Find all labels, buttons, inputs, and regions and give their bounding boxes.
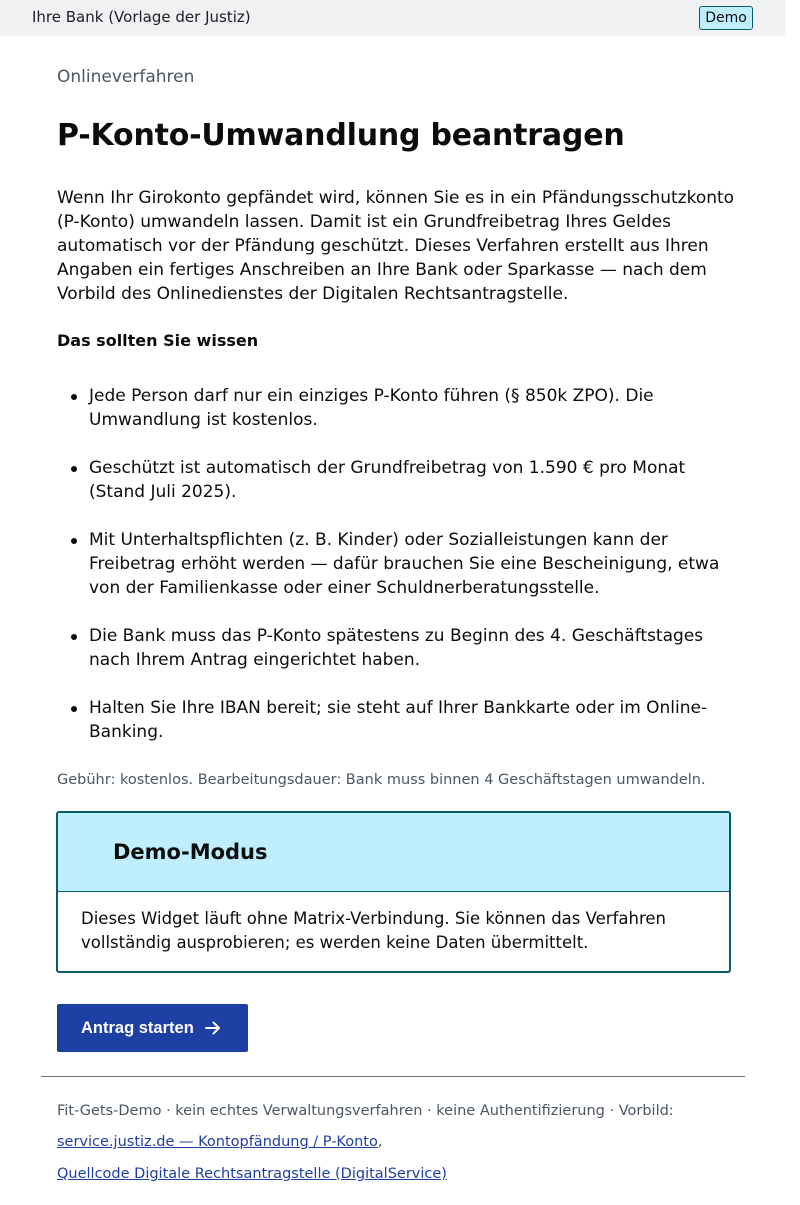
top-bar — [0, 0, 785, 36]
footer-link-source-code[interactable]: Quellcode Digitale Rechtsantragstelle (DigitalService) — [57, 1166, 447, 1182]
list-item: Mit Unterhaltspflichten (z. B. Kinder) oder Sozialleistungen kann der Freibetrag erhöht werden — dafür brauchen Sie eine Bescheinigung, etwa von der Familienkasse oder einer Schuldnerberatungsstelle. — [57, 528, 737, 600]
facts-heading: Das sollten Sie wissen — [57, 331, 259, 350]
demo-mode-callout — [56, 811, 731, 973]
demo-mode-text: Dieses Widget läuft ohne Matrix-Verbindung. Sie können das Verfahren vollständig ausprobieren; es werden keine Daten übermittelt. — [81, 909, 666, 952]
demo-mode-header — [58, 813, 729, 892]
list-item: Halten Sie Ihre IBAN bereit; sie steht auf Ihrer Bankkarte oder im Online-Banking. — [57, 696, 737, 744]
list-item: Die Bank muss das P-Konto spätestens zu Beginn des 4. Geschäftstages nach Ihrem Antrag eingerichtet haben. — [57, 624, 737, 672]
page-title: P-Konto-Umwandlung beantragen — [57, 118, 625, 153]
demo-mode-heading: Demo-Modus — [113, 840, 268, 864]
start-application-button[interactable] — [57, 1004, 248, 1052]
kicker-label: Onlineverfahren — [57, 67, 195, 87]
demo-badge: Demo — [699, 6, 753, 30]
footer-link-pkonto[interactable]: service.justiz.de — Kontopfändung / P-Konto — [57, 1134, 378, 1150]
footer-divider — [41, 1076, 745, 1077]
footer-disclaimer: Fit-Gets-Demo · kein echtes Verwaltungsverfahren · keine Authentifizierung · Vorbild: — [57, 1103, 674, 1119]
start-application-label: Antrag starten — [81, 1018, 194, 1037]
list-item: Geschützt ist automatisch der Grundfreibetrag von 1.590 € pro Monat (Stand Juli 2025). — [57, 456, 737, 504]
arrow-right-icon — [204, 1019, 222, 1037]
intro-text: Wenn Ihr Girokonto gepfändet wird, können Sie es in ein Pfändungsschutzkonto (P-Konto) umwandeln lassen. Damit ist ein Grundfreibetrag Ihres Geldes automatisch vor der Pfändung geschützt. Dieses Verfahren erstellt aus Ihren Angaben ein fertiges Anschreiben an Ihre Bank oder Sparkasse — nach dem Vorbild des Onlinedienstes der Digitalen Rechtsantragstelle. — [57, 188, 735, 304]
footer-separator: , — [377, 1134, 383, 1150]
fee-note: Gebühr: kostenlos. Bearbeitungsdauer: Bank muss binnen 4 Geschäftstagen umwandeln. — [57, 772, 706, 788]
bank-name: Ihre Bank (Vorlage der Justiz) — [32, 8, 251, 26]
list-item: Jede Person darf nur ein einziges P-Konto führen (§ 850k ZPO). Die Umwandlung ist kostenlos. — [57, 384, 737, 432]
